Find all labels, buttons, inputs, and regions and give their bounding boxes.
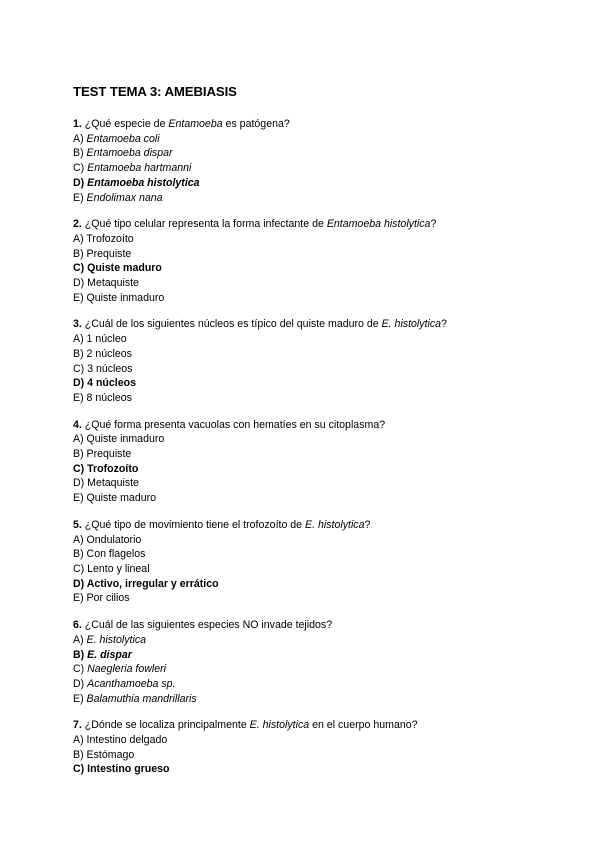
option-letter: C)	[73, 362, 88, 375]
question-2	[73, 217, 543, 305]
answer-option	[73, 547, 543, 562]
question-list	[73, 117, 543, 777]
question-text: ¿Qué forma presenta vacuolas con hematíes en su citoplasma?	[81, 418, 386, 431]
option-text: Quiste maduro	[87, 262, 162, 275]
answer-option	[73, 748, 543, 763]
option-text: Entamoeba histolytica	[87, 176, 200, 189]
option-letter: B)	[73, 247, 87, 260]
question-text: ¿Qué especie de	[81, 118, 169, 130]
option-letter: C)	[73, 763, 88, 776]
option-letter: E)	[73, 391, 87, 404]
answer-option	[73, 662, 543, 677]
option-text: Activo, irregular y errático	[86, 577, 219, 590]
option-text: Quiste inmaduro	[86, 291, 165, 304]
question-text: ¿Dónde se localiza principalmente	[81, 719, 250, 732]
answer-option	[73, 347, 543, 362]
question-text: ¿Cuál de las siguientes especies NO invade tejidos?	[81, 619, 333, 632]
option-text: Trofozoíto	[87, 462, 139, 475]
option-letter: E)	[73, 592, 87, 605]
option-letter: B)	[73, 448, 87, 461]
option-text: Endolimax nana	[86, 191, 163, 204]
question-number: 3.	[73, 318, 82, 331]
answer-option	[73, 633, 543, 648]
question-5	[73, 518, 543, 606]
option-text: 1 núcleo	[86, 333, 127, 346]
question-number: 2.	[73, 218, 82, 231]
option-letter: B)	[73, 748, 87, 761]
question-text: ?	[441, 318, 447, 331]
answer-option	[73, 146, 543, 161]
option-letter: C)	[73, 262, 88, 275]
option-text: Entamoeba coli	[86, 132, 160, 145]
question-number: 6.	[73, 619, 82, 632]
answer-option-correct	[73, 762, 543, 777]
option-letter: E)	[73, 291, 87, 304]
option-letter: D)	[73, 377, 88, 390]
option-text: Intestino delgado	[86, 734, 168, 747]
option-letter: A)	[73, 132, 87, 145]
question-stem	[73, 117, 543, 132]
answer-option-correct	[73, 261, 543, 276]
option-text: Con flagelos	[86, 548, 146, 561]
option-letter: E)	[73, 492, 87, 505]
option-text: Metaquiste	[87, 477, 139, 490]
question-text: ?	[364, 518, 371, 531]
answer-option	[73, 476, 543, 491]
answer-option-correct	[73, 462, 543, 477]
option-text: Balamuthia mandrillaris	[86, 692, 197, 705]
option-letter: B)	[73, 147, 87, 160]
species-name: E. histolytica	[305, 518, 365, 531]
option-text: Entamoeba dispar	[86, 147, 173, 160]
option-text: Naegleria fowleri	[87, 663, 167, 676]
option-text: Por cilios	[86, 592, 130, 605]
option-letter: C)	[73, 663, 88, 676]
option-text: Intestino grueso	[87, 763, 170, 776]
option-letter: D)	[73, 477, 88, 490]
option-letter: C)	[73, 162, 88, 175]
answer-option	[73, 692, 543, 707]
question-text: ?	[430, 218, 437, 231]
question-stem	[73, 317, 543, 332]
answer-option	[73, 562, 543, 577]
answer-option-correct	[73, 376, 543, 391]
option-text: 2 núcleos	[86, 347, 132, 360]
answer-option	[73, 191, 543, 206]
option-letter: A)	[73, 232, 87, 245]
question-stem	[73, 518, 543, 533]
option-letter: A)	[73, 533, 87, 546]
option-letter: D)	[73, 577, 87, 590]
question-6	[73, 618, 543, 706]
answer-option	[73, 132, 543, 147]
test-document	[73, 84, 543, 789]
option-text: 3 núcleos	[87, 362, 133, 375]
document-title: TEST TEMA 3: AMEBIASIS	[73, 84, 237, 99]
question-stem	[73, 618, 543, 633]
answer-option	[73, 432, 543, 447]
answer-option	[73, 591, 543, 606]
answer-option	[73, 362, 543, 377]
option-text: E. histolytica	[86, 633, 147, 646]
option-letter: B)	[73, 648, 88, 661]
option-letter: A)	[73, 433, 87, 446]
question-text: ¿Cuál de los siguientes núcleos es típico del quiste maduro de	[81, 318, 382, 331]
question-number: 4.	[73, 418, 82, 431]
option-text: 4 núcleos	[87, 377, 136, 390]
answer-option	[73, 247, 543, 262]
option-letter: E)	[73, 191, 87, 204]
option-text: Entamoeba hartmanni	[87, 162, 192, 175]
question-stem	[73, 718, 543, 733]
answer-option	[73, 491, 543, 506]
answer-option	[73, 447, 543, 462]
answer-option-correct	[73, 648, 543, 663]
option-letter: B)	[73, 347, 87, 360]
option-letter: A)	[73, 333, 87, 346]
option-text: Prequiste	[86, 448, 132, 461]
option-text: Acanthamoeba sp.	[87, 677, 176, 690]
species-name: E. histolytica	[381, 318, 442, 331]
option-letter: A)	[73, 734, 87, 747]
question-1	[73, 117, 543, 205]
species-name: Entamoeba	[168, 118, 223, 130]
answer-option	[73, 533, 543, 548]
answer-option-correct	[73, 176, 543, 191]
question-number: 5.	[73, 518, 82, 531]
question-text: ¿Qué tipo de movimiento tiene el trofozoíto de	[81, 518, 306, 531]
option-text: Metaquiste	[87, 277, 139, 290]
species-name: Entamoeba histolytica	[326, 218, 431, 231]
option-letter: D)	[73, 176, 88, 189]
question-stem	[73, 217, 543, 232]
option-text: Quiste inmaduro	[86, 433, 165, 446]
question-number: 1.	[73, 118, 82, 130]
question-7	[73, 718, 543, 777]
question-4	[73, 418, 543, 506]
option-text: Lento y lineal	[87, 562, 150, 575]
option-letter: A)	[73, 633, 87, 646]
answer-option	[73, 161, 543, 176]
answer-option	[73, 391, 543, 406]
answer-option	[73, 733, 543, 748]
question-number: 7.	[73, 719, 82, 732]
option-letter: C)	[73, 562, 88, 575]
answer-option	[73, 276, 543, 291]
option-text: Ondulatorio	[86, 533, 142, 546]
species-name: E. histolytica	[249, 719, 310, 732]
option-letter: D)	[73, 277, 88, 290]
option-text: Estómago	[86, 748, 135, 761]
answer-option	[73, 291, 543, 306]
option-text: Trofozoíto	[86, 232, 134, 245]
question-text: en el cuerpo humano?	[309, 719, 418, 732]
option-letter: E)	[73, 692, 87, 705]
question-3	[73, 317, 543, 405]
option-letter: C)	[73, 462, 88, 475]
option-text: Quiste maduro	[86, 492, 157, 505]
question-text: ¿Qué tipo celular representa la forma infectante de	[81, 218, 327, 231]
option-letter: B)	[73, 548, 87, 561]
option-text: E. dispar	[87, 648, 132, 661]
option-text: Prequiste	[86, 247, 132, 260]
option-text: 8 núcleos	[86, 391, 132, 404]
answer-option	[73, 677, 543, 692]
answer-option	[73, 232, 543, 247]
answer-option-correct	[73, 577, 543, 592]
question-text: es patógena?	[222, 118, 290, 130]
answer-option	[73, 332, 543, 347]
option-letter: D)	[73, 677, 88, 690]
question-stem	[73, 418, 543, 433]
